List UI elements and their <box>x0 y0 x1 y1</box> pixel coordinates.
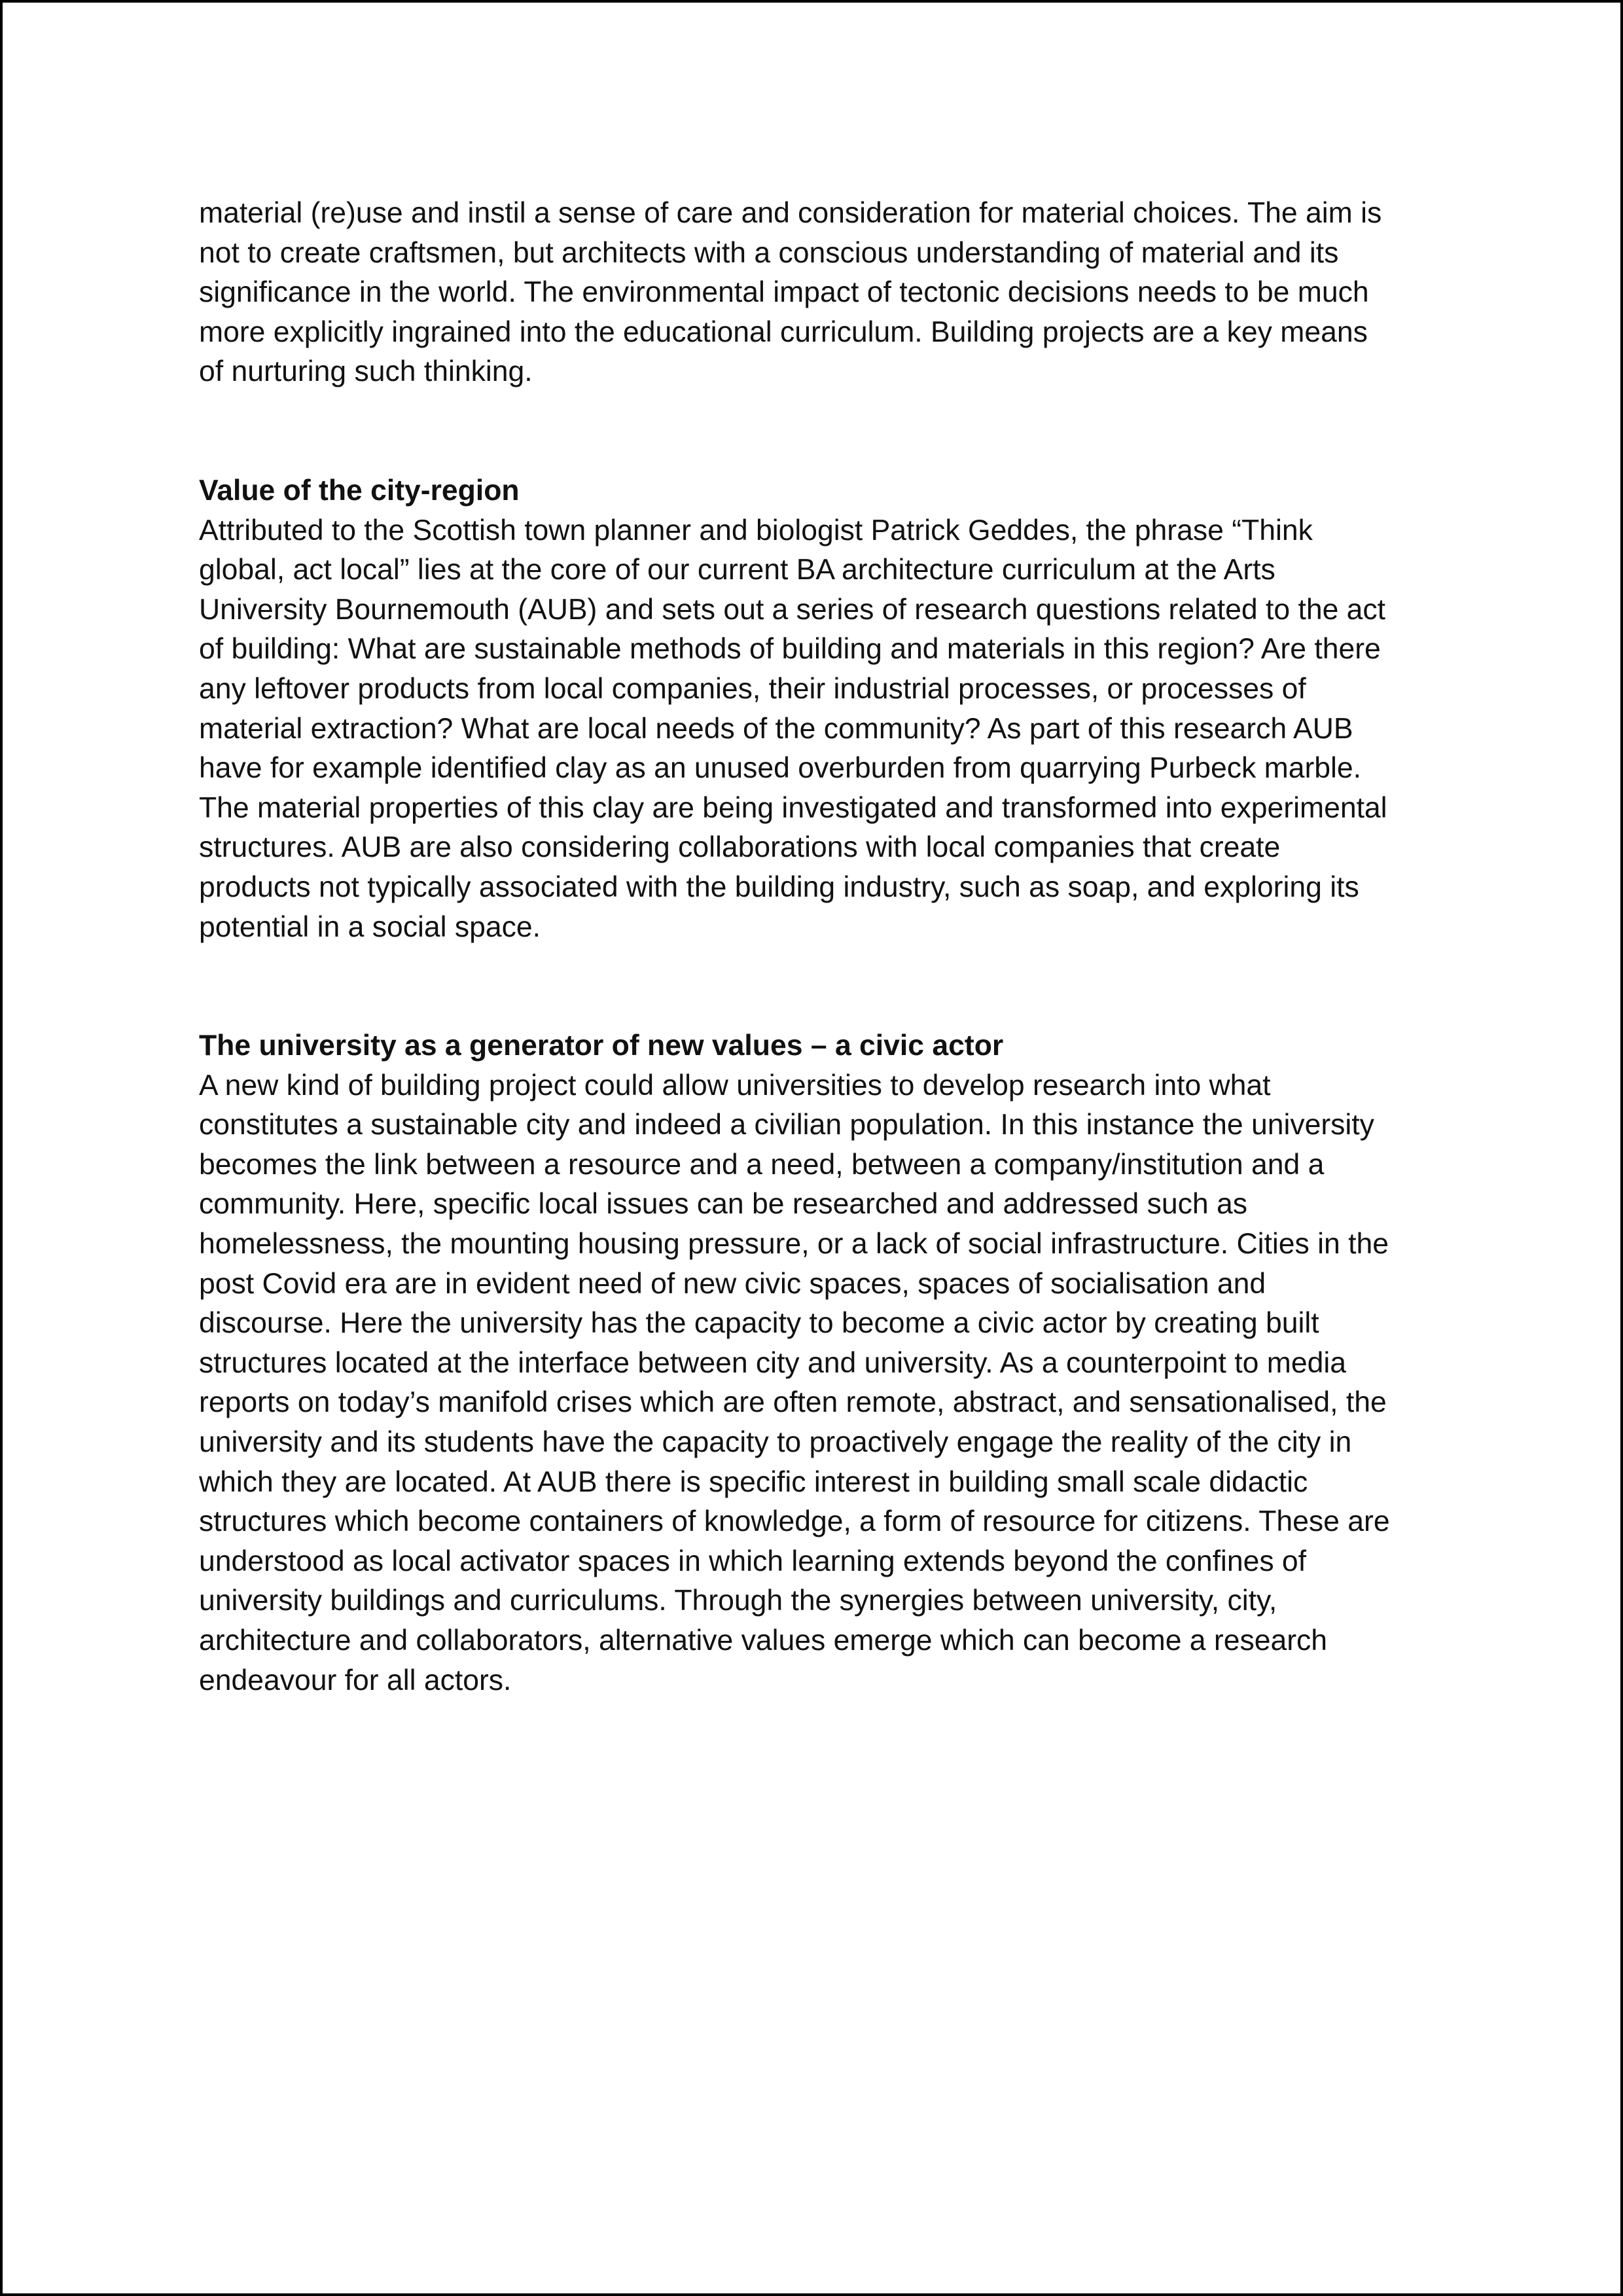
paragraph-line: material extraction? What are local needs of the community? As part of this research AUB <box>199 712 1353 745</box>
paragraph-line: homelessness, the mounting housing pressure, or a lack of social infrastructure. Cities in the <box>199 1228 1389 1261</box>
paragraph-line: more explicitly ingrained into the educational curriculum. Building projects are a key means <box>199 315 1368 348</box>
paragraph-line: endeavour for all actors. <box>199 1664 512 1696</box>
paragraph-line: The material properties of this clay are being investigated and transformed into experimental <box>199 791 1387 824</box>
section-paragraph <box>199 1066 1442 1701</box>
paragraph-line: constitutes a sustainable city and indeed a civilian population. In this instance the university <box>199 1109 1374 1141</box>
paragraph-line: understood as local activator spaces in which learning extends beyond the confines of <box>199 1545 1307 1577</box>
paragraph-line: of building: What are sustainable methods of building and materials in this region? Are there <box>199 633 1381 666</box>
section-paragraph <box>199 511 1442 948</box>
paragraph-line: of nurturing such thinking. <box>199 355 533 388</box>
paragraph-line: reports on today’s manifold crises which are often remote, abstract, and sensationalised, the <box>199 1386 1387 1419</box>
section-heading: Value of the city-region <box>199 474 520 507</box>
paragraph-line: structures located at the interface between city and university. As a counterpoint to media <box>199 1346 1346 1379</box>
section-heading: The university as a generator of new values – a civic actor <box>199 1030 1004 1062</box>
page-content <box>199 194 1442 1700</box>
paragraph-line: structures. AUB are also considering collaborations with local companies that create <box>199 831 1281 864</box>
section-civic-actor <box>199 1026 1442 1700</box>
paragraph-line: material (re)use and instil a sense of care and consideration for material choices. The aim is <box>199 197 1382 229</box>
paragraph-line: post Covid era are in evident need of new civic spaces, spaces of socialisation and <box>199 1267 1266 1300</box>
paragraph-line: architecture and collaborators, alternative values emerge which can become a research <box>199 1624 1328 1657</box>
paragraph-line: products not typically associated with the building industry, such as soap, and exploring its <box>199 870 1359 903</box>
paragraph-line: community. Here, specific local issues can be researched and addressed such as <box>199 1188 1247 1221</box>
paragraph-line: not to create craftsmen, but architects with a conscious understanding of material and its <box>199 236 1339 269</box>
paragraph-line: A new kind of building project could allow universities to develop research into what <box>199 1069 1271 1102</box>
paragraph-line: significance in the world. The environmental impact of tectonic decisions needs to be much <box>199 276 1369 309</box>
paragraph-line: becomes the link between a resource and a need, between a company/institution and a <box>199 1148 1325 1181</box>
paragraph-line: discourse. Here the university has the capacity to become a civic actor by creating built <box>199 1307 1319 1340</box>
paragraph-line: any leftover products from local companies, their industrial processes, or processes of <box>199 672 1306 705</box>
paragraph-line: have for example identified clay as an unused overburden from quarrying Purbeck marble. <box>199 752 1362 785</box>
intro-paragraph <box>199 194 1442 392</box>
paragraph-line: university buildings and curriculums. Through the synergies between university, city, <box>199 1585 1277 1617</box>
paragraph-line: Attributed to the Scottish town planner and biologist Patrick Geddes, the phrase “Think <box>199 514 1313 547</box>
section-city-region <box>199 471 1442 947</box>
paragraph-line: potential in a social space. <box>199 910 541 943</box>
paragraph-line: global, act local” lies at the core of our current BA architecture curriculum at the Arts <box>199 554 1275 586</box>
paragraph-line: structures which become containers of knowledge, a form of resource for citizens. These are <box>199 1505 1390 1538</box>
paragraph-line: University Bournemouth (AUB) and sets out a series of research questions related to the act <box>199 593 1386 626</box>
paragraph-line: university and its students have the capacity to proactively engage the reality of the city in <box>199 1426 1352 1459</box>
paragraph-line: which they are located. At AUB there is specific interest in building small scale didactic <box>199 1465 1308 1498</box>
